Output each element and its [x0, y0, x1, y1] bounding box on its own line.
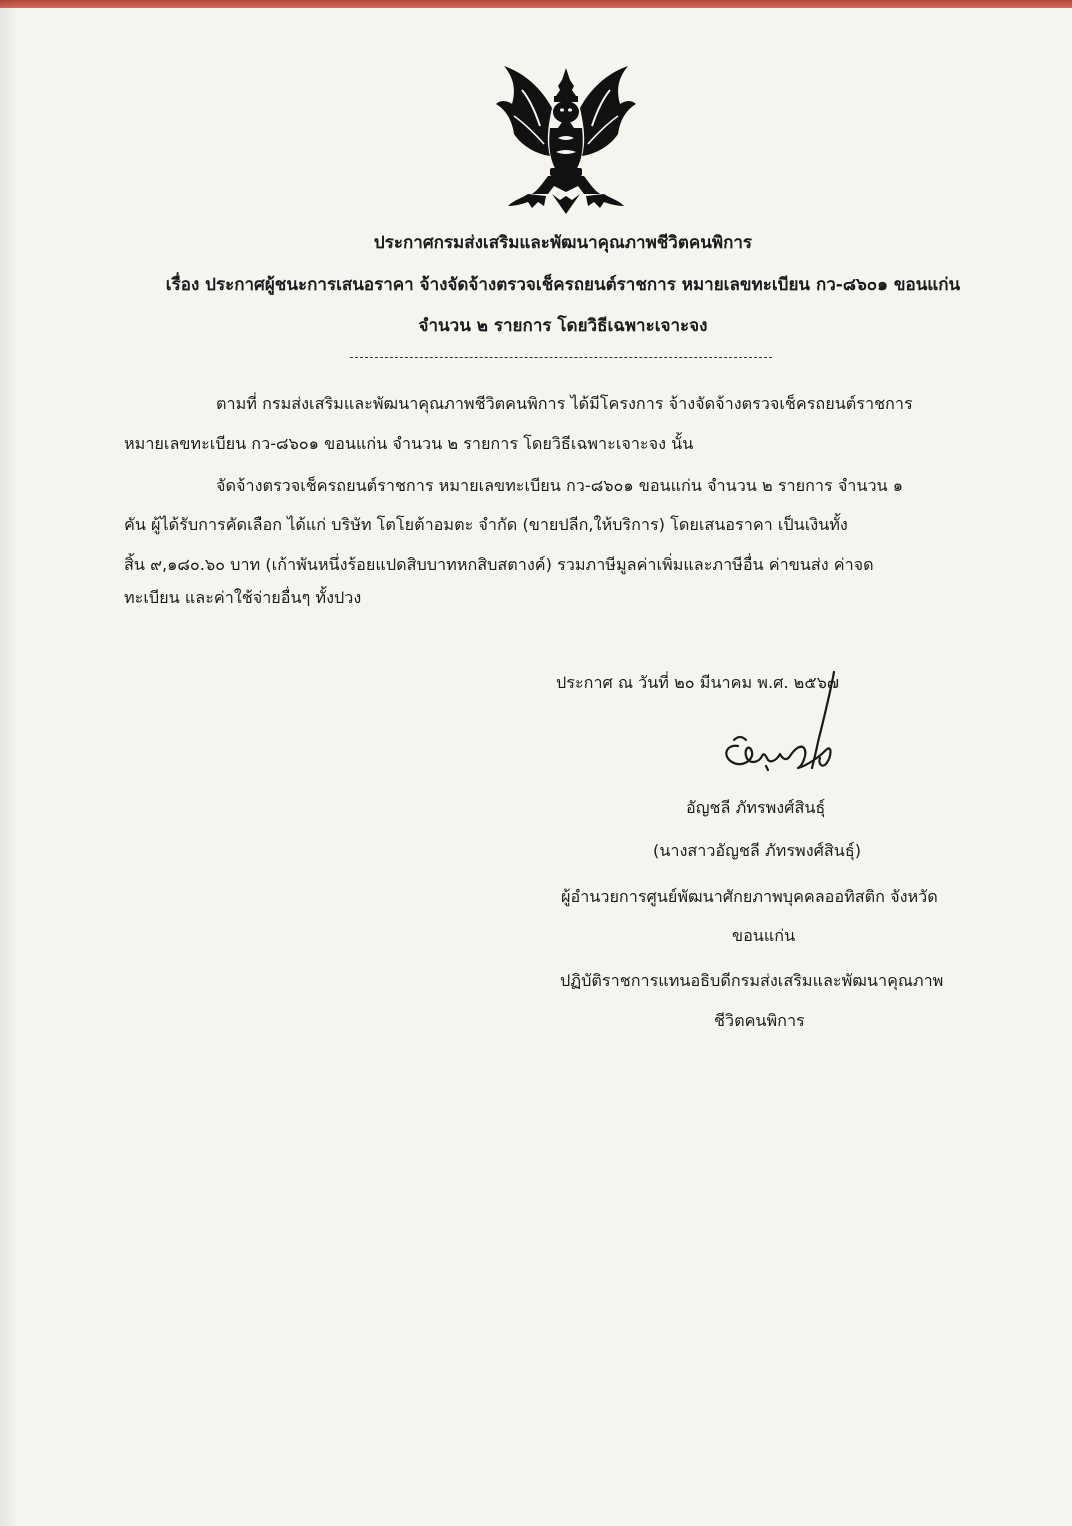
signer-full-name: (นางสาวอัญชลี ภัทรพงศ์สินธุ์): [653, 841, 862, 860]
signer-position-line-4: ชีวิตคนพิการ: [714, 1011, 805, 1030]
announcement-subject: เรื่อง ประกาศผู้ชนะการเสนอราคา จ้างจัดจ้างตรวจเช็ครถยนต์ราชการ หมายเลขทะเบียน กว-๘๖๐๑ ขอนแก่น: [165, 275, 961, 295]
handwritten-signature: [708, 664, 848, 784]
announcement-date: ประกาศ ณ วันที่ ๒๐ มีนาคม พ.ศ. ๒๕๖๗: [556, 673, 840, 692]
paragraph-1-line-2: หมายเลขทะเบียน กว-๘๖๐๑ ขอนแก่น จำนวน ๒ รายการ โดยวิธีเฉพาะเจาะจง นั้น: [124, 434, 694, 453]
paragraph-2-line-2: คัน ผู้ได้รับการคัดเลือก ได้แก่ บริษัท โตโยต้าอมตะ จำกัด (ขายปลีก,ให้บริการ) โดยเสนอราคา เป็นเงินทั้ง: [124, 515, 848, 534]
announcement-agency-title: ประกาศกรมส่งเสริมและพัฒนาคุณภาพชีวิตคนพิการ: [373, 233, 753, 253]
paragraph-2-line-4: ทะเบียน และค่าใช้จ่ายอื่นๆ ทั้งปวง: [124, 588, 362, 607]
signer-name: อัญชลี ภัทรพงศ์สินธุ์: [686, 798, 826, 817]
paragraph-2-line-3: สิ้น ๙,๑๘๐.๖๐ บาท (เก้าพันหนึ่งร้อยแปดสิบบาทหกสิบสตางค์) รวมภาษีมูลค่าเพิ่มและภาษีอื่น ค่าขนส่ง ค่าจด: [124, 555, 874, 574]
garuda-emblem-icon: [492, 56, 640, 216]
paragraph-1-line-1: ตามที่ กรมส่งเสริมและพัฒนาคุณภาพชีวิตคนพิการ ได้มีโครงการ จ้างจัดจ้างตรวจเช็ครถยนต์ราชการ: [216, 394, 913, 413]
signer-position-line-2: ขอนแก่น: [732, 926, 796, 945]
page-top-edge: [0, 0, 1072, 8]
separator-rule: [350, 357, 772, 358]
signer-position-line-3: ปฏิบัติราชการแทนอธิบดีกรมส่งเสริมและพัฒนาคุณภาพ: [560, 971, 944, 990]
announcement-subject-continued: จำนวน ๒ รายการ โดยวิธีเฉพาะเจาะจง: [418, 316, 708, 336]
paragraph-2-line-1: จัดจ้างตรวจเช็ครถยนต์ราชการ หมายเลขทะเบียน กว-๘๖๐๑ ขอนแก่น จำนวน ๒ รายการ จำนวน ๑: [216, 476, 904, 495]
signer-position-line-1: ผู้อำนวยการศูนย์พัฒนาศักยภาพบุคคลออทิสติก จังหวัด: [561, 887, 938, 906]
